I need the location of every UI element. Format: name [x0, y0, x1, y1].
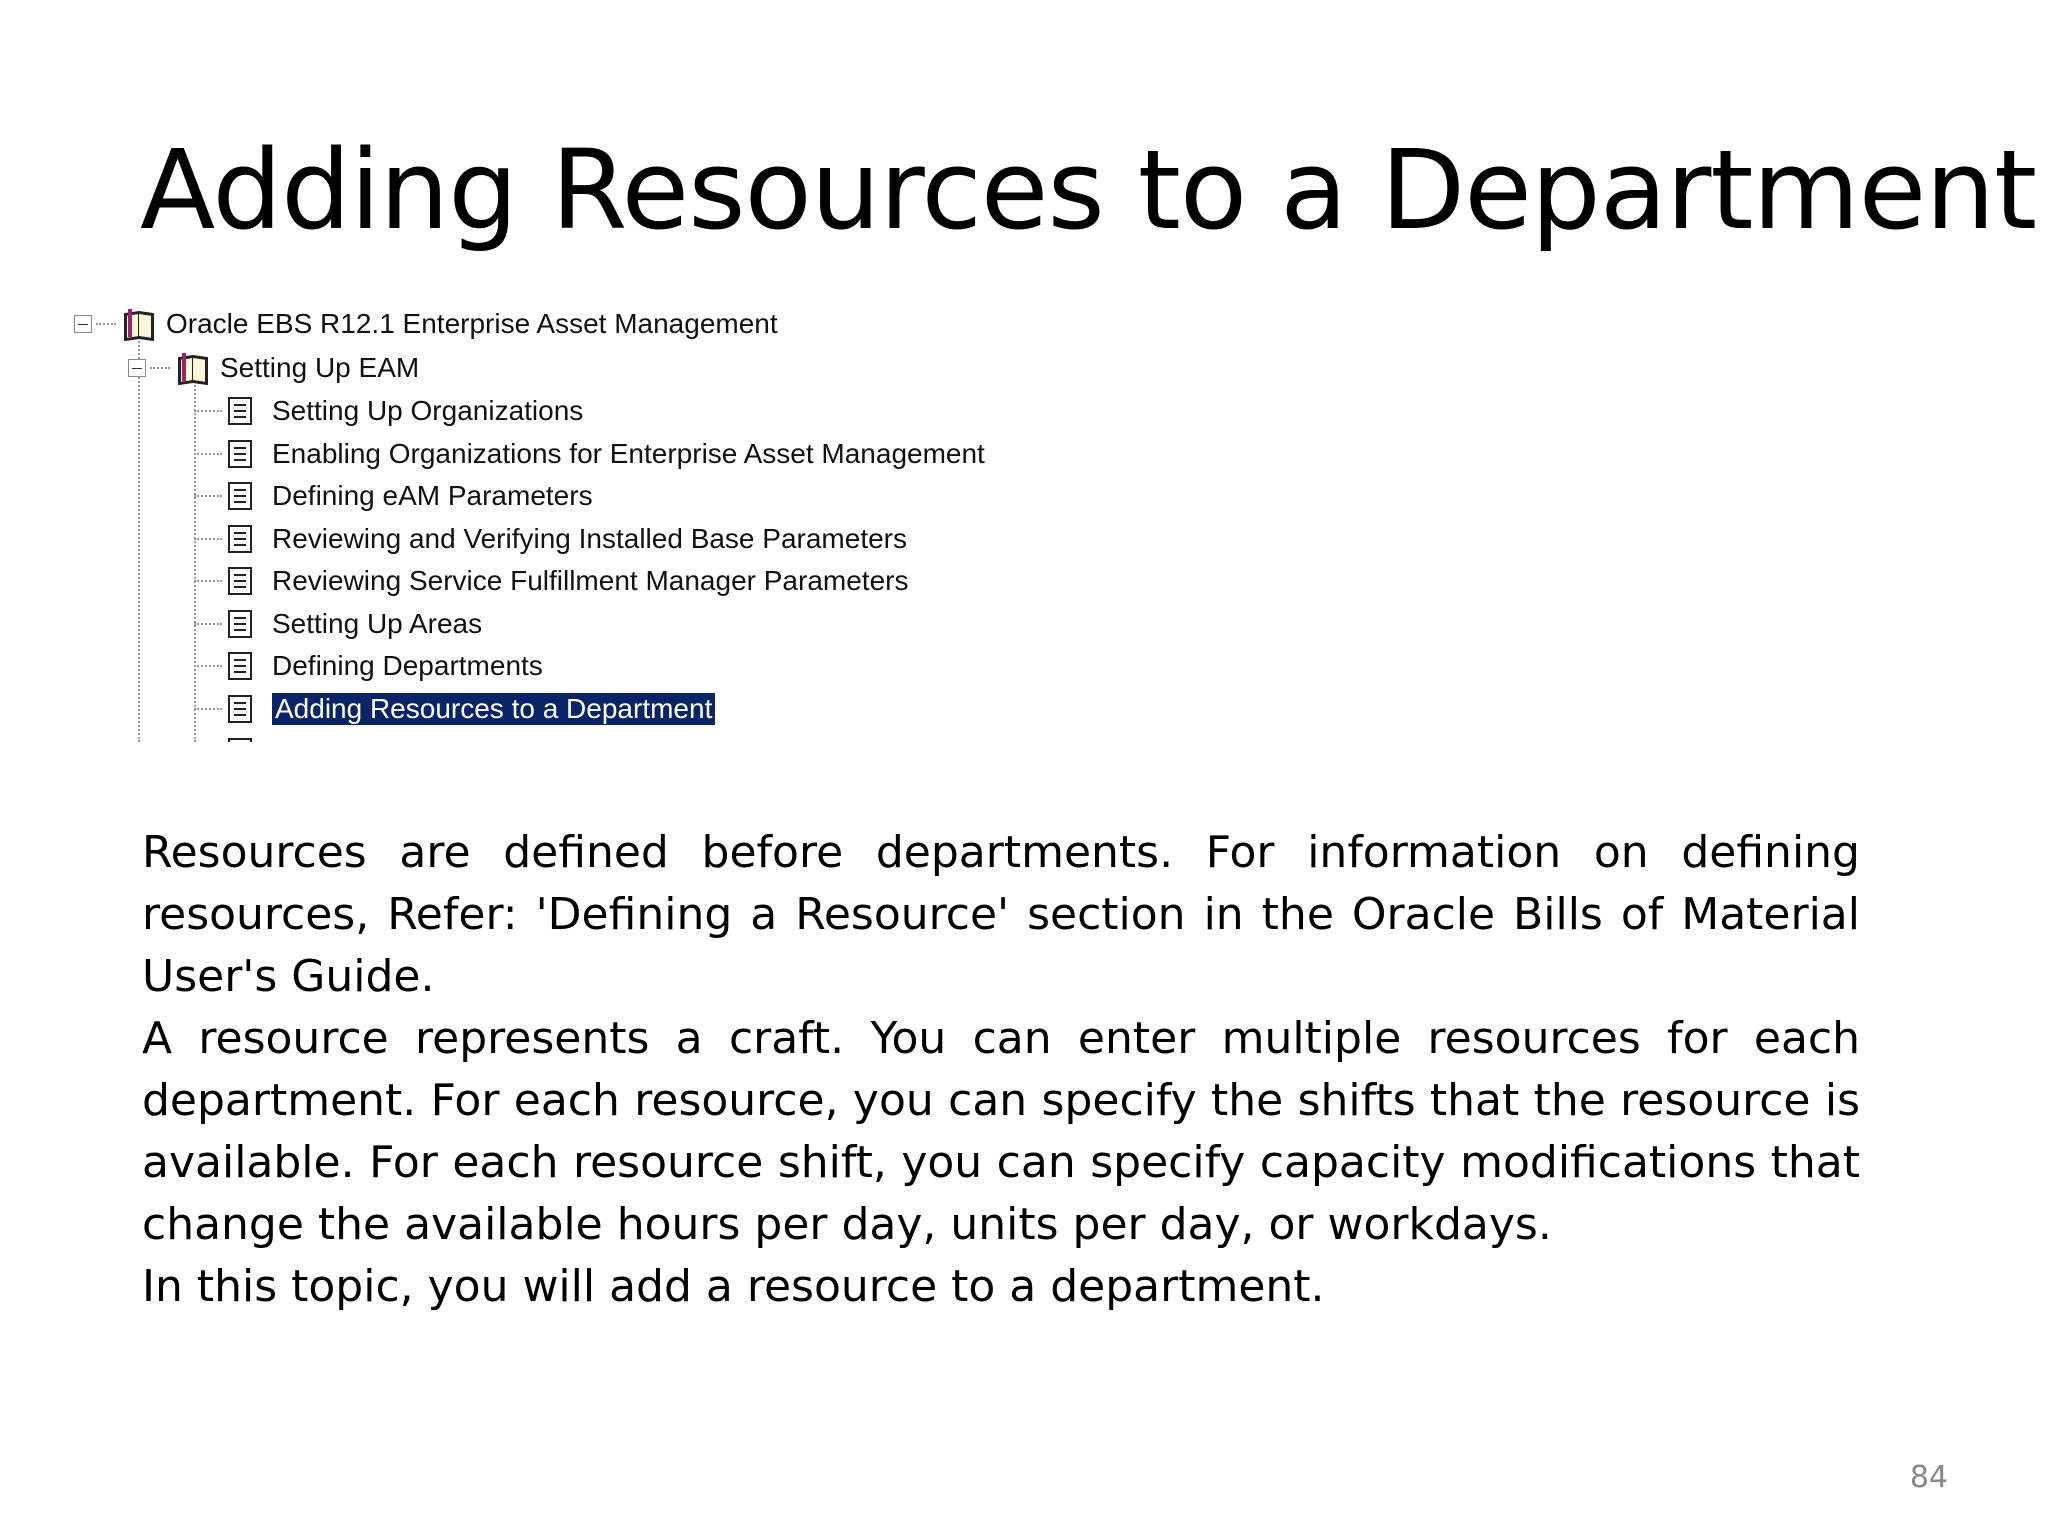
- document-page-icon: [228, 738, 252, 742]
- document-page-icon: [228, 652, 252, 680]
- slide-body: [142, 822, 1860, 1318]
- tree-topic-item[interactable]: [194, 606, 482, 642]
- tree-node-label: Setting Up EAM: [220, 352, 420, 383]
- tree-topic-label: Reviewing and Verifying Installed Base Parameters: [272, 523, 908, 554]
- tree-dots: [194, 410, 222, 412]
- tree-topic-item[interactable]: [194, 563, 908, 599]
- tree-node-root[interactable]: [74, 306, 778, 342]
- tree-topic-item-selected[interactable]: [194, 691, 715, 727]
- document-page-icon: [228, 567, 252, 595]
- tree-topic-label-selected: Adding Resources to a Department: [272, 693, 715, 725]
- tree-topic-label: Reviewing Service Fulfillment Manager Parameters: [272, 565, 909, 596]
- tree-topic-item[interactable]: [194, 521, 907, 557]
- document-page-icon: [228, 695, 252, 723]
- slide-title: Adding Resources to a Department: [140, 126, 2037, 254]
- tree-connector: [138, 370, 140, 742]
- tree-topic-label: Defining Departments: [272, 650, 543, 681]
- tree-dots: [96, 323, 116, 325]
- help-navigation-tree: [70, 300, 1070, 742]
- document-page-icon: [228, 482, 252, 510]
- tree-topic-item[interactable]: [194, 648, 543, 684]
- tree-dots: [194, 495, 222, 497]
- tree-topic-item[interactable]: [194, 436, 985, 472]
- tree-topic-item-partial[interactable]: [194, 734, 272, 742]
- tree-topic-item[interactable]: [194, 393, 583, 429]
- document-page-icon: [228, 440, 252, 468]
- tree-dots: [194, 708, 222, 710]
- collapse-icon[interactable]: [74, 315, 92, 333]
- book-icon: [122, 309, 154, 339]
- document-page-icon: [228, 397, 252, 425]
- tree-topic-label: Setting Up Organizations: [272, 395, 584, 426]
- page-number: 84: [1909, 1460, 1948, 1495]
- tree-dots: [194, 453, 222, 455]
- tree-topic-label: Setting Up Areas: [272, 608, 483, 639]
- body-paragraph: In this topic, you will add a resource to a department.: [142, 1261, 1325, 1312]
- tree-dots: [194, 580, 222, 582]
- body-paragraph: Resources are defined before departments. For information on defining resources, Refer: 'Defining a Resource' section in the Oracle Bills of Material User's Guide.: [142, 827, 1860, 1002]
- tree-topic-label: Defining eAM Parameters: [272, 480, 593, 511]
- tree-topic-label: Enabling Organizations for Enterprise Asset Management: [272, 438, 985, 469]
- tree-dots: [194, 623, 222, 625]
- book-icon: [176, 353, 208, 383]
- collapse-icon[interactable]: [128, 359, 146, 377]
- tree-dots: [150, 367, 170, 369]
- tree-topic-item[interactable]: [194, 478, 593, 514]
- tree-node-label: Oracle EBS R12.1 Enterprise Asset Management: [166, 308, 778, 339]
- body-paragraph: A resource represents a craft. You can enter multiple resources for each department. For each resource, you can specify the shifts that the resource is available. For each resource shift, you can specify capacity modifications that change the available hours per day, units per day, or workdays.: [142, 1013, 1860, 1250]
- document-page-icon: [228, 610, 252, 638]
- tree-node-setting-up-eam[interactable]: [128, 350, 419, 386]
- tree-dots: [194, 665, 222, 667]
- tree-dots: [194, 538, 222, 540]
- document-page-icon: [228, 525, 252, 553]
